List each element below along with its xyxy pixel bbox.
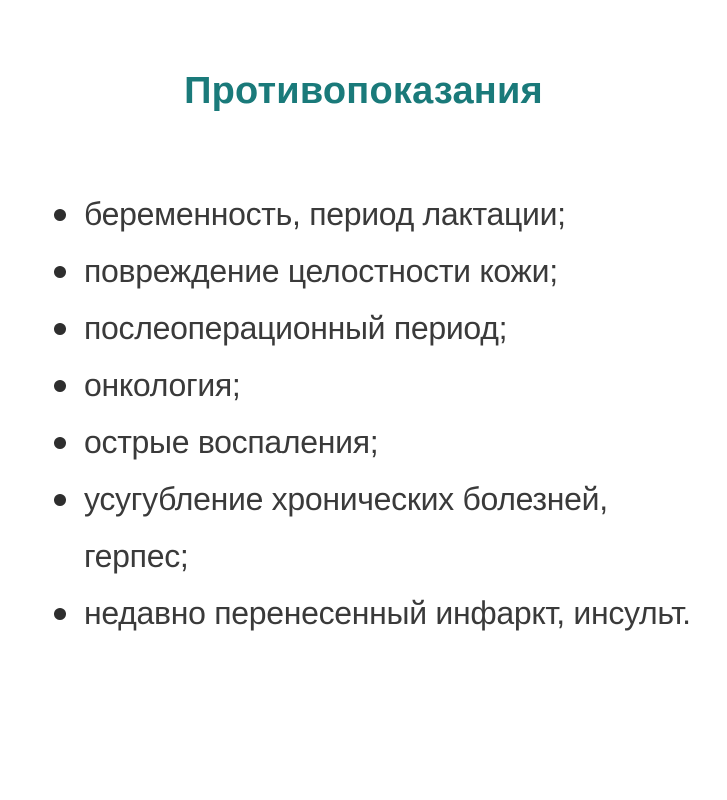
bullet-icon — [54, 437, 66, 449]
list-item-text: послеоперационный период; — [84, 310, 508, 346]
list-item — [48, 585, 708, 642]
list-item-text: усугубление хронических болезней, герпес; — [84, 481, 608, 574]
bullet-icon — [54, 380, 66, 392]
list-item-text: повреждение целостности кожи; — [84, 253, 558, 289]
list-item-text: онкология; — [84, 367, 241, 403]
list-item-text: острые воспаления; — [84, 424, 379, 460]
list-item — [48, 471, 708, 585]
list-item — [48, 414, 708, 471]
page-title: Противопоказания — [184, 70, 543, 112]
bullet-icon — [54, 608, 66, 620]
list-item — [48, 186, 708, 243]
list-item — [48, 300, 708, 357]
bullet-icon — [54, 494, 66, 506]
list-item — [48, 357, 708, 414]
list-item — [48, 243, 708, 300]
list-item-text: недавно перенесенный инфаркт, инсульт. — [84, 595, 691, 631]
list-item-text: беременность, период лактации; — [84, 196, 566, 232]
contraindications-list — [48, 186, 708, 642]
bullet-icon — [54, 209, 66, 221]
bullet-icon — [54, 266, 66, 278]
bullet-icon — [54, 323, 66, 335]
